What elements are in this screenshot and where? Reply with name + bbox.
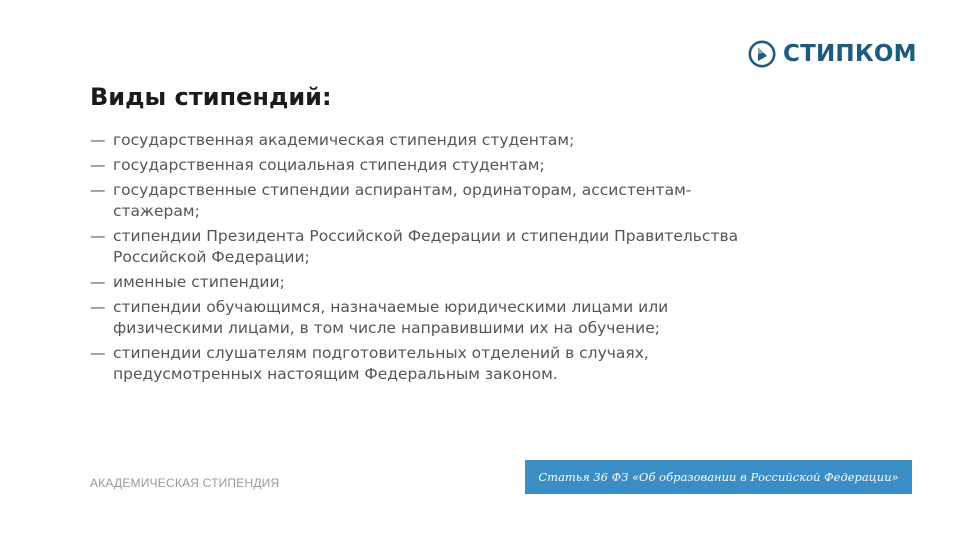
dash-marker: — xyxy=(90,344,106,362)
list-item xyxy=(90,180,750,222)
brand-logo xyxy=(748,38,917,70)
section-label: АКАДЕМИЧЕСКАЯ СТИПЕНДИЯ xyxy=(90,476,280,490)
list-item-text: именные стипендии; xyxy=(113,273,285,291)
dash-marker: — xyxy=(90,273,106,291)
stipkom-logo-icon xyxy=(748,40,776,68)
source-citation-box xyxy=(525,460,912,494)
list-item-text: стипендии Президента Российской Федерации и стипендии Правительства Российской Федерации; xyxy=(113,227,739,266)
list-item xyxy=(90,130,750,151)
dash-marker: — xyxy=(90,156,106,174)
slide-title: Виды стипендий: xyxy=(90,83,332,111)
list-item xyxy=(90,155,750,176)
brand-name: СТИПКОМ xyxy=(783,40,917,67)
list-item xyxy=(90,226,750,268)
list-item xyxy=(90,297,750,339)
list-item-text: стипендии обучающимся, назначаемые юридическими лицами или физическими лицами, в том числе направившими их на обучение; xyxy=(113,298,669,337)
dash-marker: — xyxy=(90,298,106,316)
source-citation: Статья 36 ФЗ «Об образовании в Российской Федерации» xyxy=(538,470,899,484)
list-item xyxy=(90,343,750,385)
list-item-text: государственная академическая стипендия студентам; xyxy=(113,131,575,149)
list-item xyxy=(90,272,750,293)
list-item-text: государственная социальная стипендия студентам; xyxy=(113,156,545,174)
dash-marker: — xyxy=(90,227,106,245)
dash-marker: — xyxy=(90,181,106,199)
list-item-text: государственные стипендии аспирантам, ординаторам, ассистентам-стажерам; xyxy=(113,181,692,220)
list-item-text: стипендии слушателям подготовительных отделений в случаях, предусмотренных настоящим Федеральным законом. xyxy=(113,344,649,383)
scholarship-types-list xyxy=(90,130,750,389)
dash-marker: — xyxy=(90,131,106,149)
